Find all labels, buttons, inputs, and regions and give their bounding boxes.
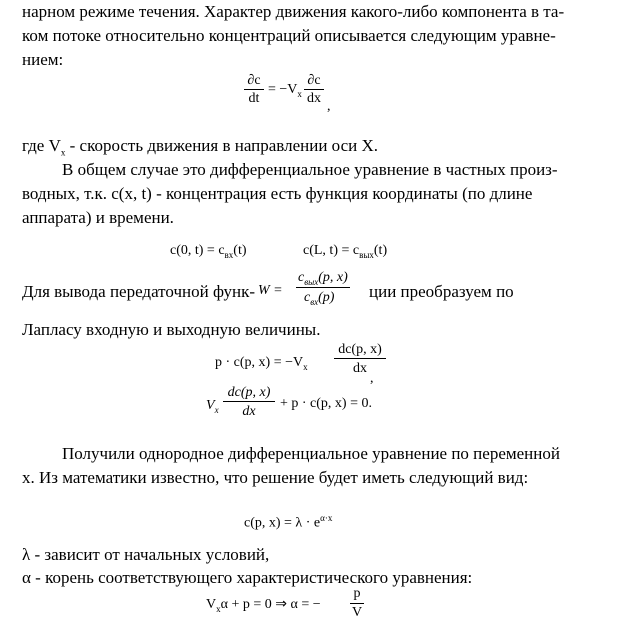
eq1-mid: = $-V_x$ xyxy=(268,82,302,99)
eq1-den-right: dx xyxy=(307,91,321,106)
text-line: водных, т.к. c(x, t) - концентрация есть функция координаты (по длине xyxy=(22,184,533,203)
text-line: нием: xyxy=(22,50,64,69)
text-line: аппарата) и времени. xyxy=(22,208,174,227)
eq1-tail: , xyxy=(327,99,331,114)
equation-2-left: c(0, $t) = c_{вх}(t)$ xyxy=(170,243,247,260)
equation-3-left: p · c(p, $x) = -V_x$ xyxy=(215,355,308,372)
eq1-den-left: dt xyxy=(248,91,260,106)
equation-2-right: c(L, $t) = c_{вых}(t)$ xyxy=(303,243,388,260)
equation-6: $V_x\alpha + p = 0$ ⇒ α = − xyxy=(206,597,321,614)
transfer-denominator: $c_{вх}(p)$ xyxy=(304,290,335,307)
eq3-num: dc(p, x) xyxy=(338,342,382,357)
text-line: λ - зависит от начальных условий, xyxy=(22,545,270,564)
eq3-tail: , xyxy=(370,371,374,386)
eq4-num: dc(p, x) xyxy=(227,385,271,400)
text-line: В общем случае это дифференциальное уравнение в частных произ- xyxy=(62,160,558,179)
eq1-num-right: ∂c xyxy=(307,73,321,88)
text-line: Для вывода передаточной функ- xyxy=(22,282,256,301)
eq6-den: V xyxy=(351,605,363,620)
transfer-numerator: $c_{вых}(p$, x) xyxy=(298,270,348,287)
eq1-num-left: ∂c xyxy=(247,73,261,88)
text-line: Лапласу входную и выходную величины. xyxy=(22,320,321,339)
text-line: нарном режиме течения. Характер движения какого-либо компонента в та- xyxy=(22,2,565,21)
text-line: α - корень соответствующего характеристического уравнения: xyxy=(22,568,473,587)
where-line: где $V_x$ - скорость движения в направлении оси X. xyxy=(22,136,379,158)
equation-4-rest: + p · c(p, x) = 0. xyxy=(280,396,372,411)
eq6-num: p xyxy=(353,586,361,601)
eq3-den: dx xyxy=(353,361,367,376)
text-line: Получили однородное дифференциальное уравнение по переменной xyxy=(62,444,560,463)
equation-5: c(p, $x) = \lambda \cdot e^{\alpha\cdot x}$ xyxy=(244,513,333,531)
equation-4-v: $V_x$ xyxy=(206,398,219,415)
text-line: x. Из математики известно, что решение будет иметь следующий вид: xyxy=(22,468,529,487)
transfer-w: W = xyxy=(258,283,283,298)
text-line: ком потоке относительно концентраций описывается следующим уравне- xyxy=(22,26,556,45)
eq4-den: dx xyxy=(242,404,256,419)
text-line: ции преобразуем по xyxy=(369,282,514,301)
